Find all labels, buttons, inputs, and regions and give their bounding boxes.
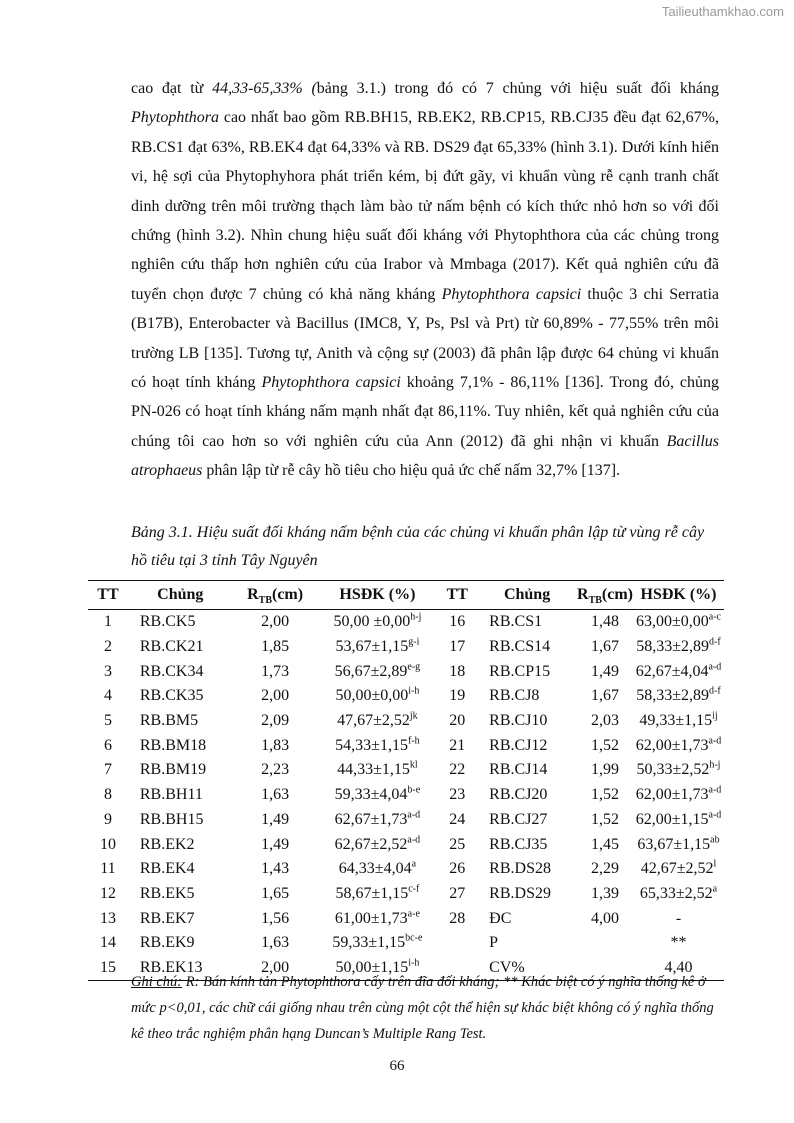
results-table bbox=[88, 580, 724, 981]
table-row bbox=[88, 906, 724, 931]
cell-hsdk: $62,00\pm 1,73^{a-d}$ bbox=[635, 735, 722, 754]
cell-hsdk: $54,33\pm 1,15^{f-h}$ bbox=[335, 735, 420, 754]
cell-tt: 23 bbox=[449, 786, 466, 804]
cell-tt bbox=[437, 931, 477, 956]
page-number: 66 bbox=[389, 1058, 405, 1074]
table-row bbox=[88, 783, 724, 808]
cell-hsdk: $62,00\pm 1,15^{a-d}$ bbox=[635, 809, 722, 828]
italic-text: Bacillus atrophaeus bbox=[131, 432, 719, 480]
cell-strain: RB.BH15 bbox=[139, 810, 204, 828]
cell-tt: 8 bbox=[103, 786, 112, 804]
cell-radius: 4,00 bbox=[591, 909, 619, 927]
cell-hsdk: $47,67\pm 2,52^{jk}$ bbox=[337, 710, 418, 730]
significance-letter: a-e bbox=[407, 908, 420, 920]
significance-letter: kl bbox=[409, 760, 418, 772]
cell-radius: 1,65 bbox=[261, 884, 290, 902]
cell-hsdk: ** bbox=[670, 934, 687, 952]
cell-strain: RB.CJ8 bbox=[489, 687, 540, 705]
cell-radius: 1,85 bbox=[261, 638, 290, 656]
cell-tt: 6 bbox=[103, 736, 112, 754]
cell-radius: 2,03 bbox=[591, 712, 619, 730]
site-watermark: Tailieuthamkhao.com bbox=[661, 4, 784, 19]
italic-text: Phytophthora capsici bbox=[441, 285, 582, 303]
cell-radius: 2,00 bbox=[261, 687, 290, 705]
table-row bbox=[88, 659, 724, 684]
cell-tt: 19 bbox=[449, 687, 466, 705]
cell-hsdk: $62,67\pm 4,04^{a-d}$ bbox=[635, 661, 722, 680]
cell-radius: 1,56 bbox=[261, 909, 290, 927]
cell-radius: 2,00 bbox=[233, 956, 318, 981]
cell-hsdk: $44,33\pm 1,15^{kl}$ bbox=[337, 760, 418, 779]
significance-letter: a-d bbox=[708, 735, 722, 747]
cell-strain: RB.CJ10 bbox=[489, 712, 548, 730]
significance-letter: d-f bbox=[709, 686, 721, 698]
cell-radius: 1,67 bbox=[591, 687, 619, 705]
significance-letter: b-e bbox=[407, 784, 421, 796]
table-row bbox=[88, 733, 724, 758]
cell-strain: RB.BH11 bbox=[139, 786, 203, 804]
cell-radius: 1,63 bbox=[261, 786, 290, 804]
cell-tt: 21 bbox=[449, 736, 466, 754]
cell-strain: RB.DS28 bbox=[489, 860, 551, 878]
significance-letter: a-d bbox=[708, 809, 722, 821]
significance-letter: d-f bbox=[709, 636, 721, 648]
significance-letter: a bbox=[411, 858, 417, 870]
table-note bbox=[131, 969, 723, 1047]
italic-text: Phytophthora bbox=[131, 109, 219, 127]
cell-radius: 1,52 bbox=[591, 736, 619, 754]
cell-hsdk: $59,33\pm 1,15^{bc-e}$ bbox=[332, 932, 423, 952]
cell-tt: 26 bbox=[449, 860, 466, 878]
cell-tt: 3 bbox=[103, 662, 112, 680]
cell-tt: 16 bbox=[449, 613, 466, 631]
cell-hsdk: $58,67\pm 1,15^{c-f}$ bbox=[335, 883, 420, 902]
cell-strain: RB.CJ12 bbox=[489, 736, 548, 754]
cell-tt: 22 bbox=[449, 761, 466, 779]
cell-strain: CV% bbox=[477, 956, 577, 981]
cell-radius: 1,49 bbox=[591, 662, 619, 680]
significance-letter: a-c bbox=[708, 612, 721, 624]
table-row bbox=[88, 709, 724, 734]
cell-tt: 24 bbox=[449, 810, 466, 828]
significance-letter: e-g bbox=[407, 661, 421, 673]
table-row bbox=[88, 684, 724, 709]
cell-radius: 2,09 bbox=[261, 712, 290, 730]
header-tt-2: TT bbox=[437, 581, 477, 610]
cell-tt: 20 bbox=[449, 712, 466, 730]
header-tt: TT bbox=[88, 581, 128, 610]
cell-strain: RB.CS1 bbox=[489, 613, 543, 631]
table-row bbox=[88, 832, 724, 857]
cell-tt: 15 bbox=[88, 956, 128, 981]
cell-tt: 5 bbox=[103, 712, 112, 730]
cell-radius: 1,99 bbox=[591, 761, 619, 779]
significance-letter: i-h bbox=[408, 686, 420, 698]
cell-hsdk: 64,33±4,04$^a$ bbox=[338, 858, 417, 878]
cell-strain: P bbox=[489, 934, 499, 952]
cell-radius: 1,52 bbox=[591, 810, 619, 828]
cell-strain: RB.EK7 bbox=[139, 909, 195, 927]
table-caption: Bảng 3.1. Hiệu suất đối kháng nấm bệnh của các chủng vi khuẩn phân lập từ vùng rễ cây hồ tiêu tại 3 tỉnh Tây Nguyên bbox=[131, 524, 705, 569]
cell-radius: 1,63 bbox=[261, 934, 290, 952]
cell-hsdk: $58,33\pm 2,89^{d-f}$ bbox=[636, 636, 721, 656]
cell-strain: RB.EK2 bbox=[139, 835, 195, 853]
significance-letter: a-d bbox=[407, 834, 421, 846]
cell-strain: RB.EK5 bbox=[139, 884, 195, 902]
cell-radius: 2,00 bbox=[261, 613, 290, 631]
significance-letter: a-d bbox=[407, 809, 421, 821]
cell-hsdk: $50,00\pm 1,15^{i-h}$ bbox=[318, 956, 438, 981]
significance-letter: i-h bbox=[408, 957, 420, 969]
cell-tt: 28 bbox=[449, 909, 466, 927]
text-run: khoảng 7,1% - 86,11% [136]. Trong đó, chủng PN-026 có hoạt tính kháng nấm mạnh nhất đạt 86,11%. Tuy nhiên, kết quả nghiên cứu của chúng tôi cao hơn so với nghiên cứu của Ann (2012) đã ghi nhận vi khuẩn bbox=[131, 374, 720, 450]
significance-letter: f-h bbox=[407, 735, 420, 747]
cell-hsdk: $62,00\pm 1,73^{a-d}$ bbox=[635, 784, 722, 804]
cell-hsdk: $50,00 \pm 0,00^{h-j}$ bbox=[333, 612, 422, 631]
cell-tt: 4 bbox=[103, 687, 112, 705]
cell-strain: RB.CK5 bbox=[139, 613, 196, 631]
cell-radius: 1,52 bbox=[591, 786, 619, 804]
cell-strain: RB.CJ20 bbox=[489, 786, 548, 804]
text-run: phân lập từ rễ cây hồ tiêu cho hiệu quả ức chế nấm 32,7% [137]. bbox=[202, 462, 621, 480]
cell-radius: 1,43 bbox=[261, 860, 290, 878]
header-hsdk-2: HSĐK (%) bbox=[633, 581, 724, 610]
cell-radius: 2,23 bbox=[261, 761, 290, 779]
cell-strain: RB.CJ14 bbox=[489, 761, 548, 779]
significance-letter: ij bbox=[712, 710, 718, 722]
text-run: thuộc 3 chi Serratia (B17B), Enterobacter và Bacillus (IMC8, Y, Ps, Psl và Prt) từ 60,89% - 77,55% trên môi trường LB [135]. Tương tự, Anith và cộng sự (2003) đã phân lập được 64 chủng vi khuẩn có hoạt tính kháng bbox=[131, 285, 720, 392]
cell-radius: 1,49 bbox=[261, 835, 290, 853]
cell-tt: 10 bbox=[99, 835, 116, 853]
cell-radius: 1,45 bbox=[591, 835, 619, 853]
cell-hsdk: $61,00\pm 1,73^{a-e}$ bbox=[334, 908, 420, 927]
cell-radius: 1,48 bbox=[591, 613, 619, 631]
cell-strain: ĐC bbox=[489, 909, 512, 927]
table-row bbox=[88, 635, 724, 660]
significance-letter: a-d bbox=[708, 784, 722, 796]
cell-hsdk: $53,67\pm 1,15^{g-i}$ bbox=[335, 636, 420, 656]
italic-text: 44,33-65,33% ( bbox=[212, 80, 317, 97]
cell-strain: RB.BM19 bbox=[139, 761, 207, 779]
cell-radius: 1,73 bbox=[261, 662, 290, 680]
cell-tt: 18 bbox=[449, 662, 466, 680]
significance-letter: h-j bbox=[709, 760, 721, 772]
header-chung-2: Chủng bbox=[477, 581, 577, 610]
cell-strain: RB.BM5 bbox=[139, 712, 199, 730]
table-row bbox=[88, 610, 724, 635]
table-header-row bbox=[88, 581, 724, 610]
cell-hsdk: $63,00\pm 0,00^{a-c}$ bbox=[636, 612, 721, 631]
cell-tt: 17 bbox=[449, 638, 466, 656]
cell-strain: RB.EK9 bbox=[139, 934, 195, 952]
cell-hsdk: $62,67\pm 1,73^{a-d}$ bbox=[334, 809, 421, 828]
cell-radius bbox=[577, 931, 633, 956]
table-row bbox=[88, 857, 724, 882]
significance-letter: bc-e bbox=[405, 932, 423, 944]
significance-letter: c-f bbox=[408, 883, 420, 895]
cell-tt: 27 bbox=[449, 884, 466, 902]
cell-strain: RB.CJ35 bbox=[489, 835, 548, 853]
table-row bbox=[88, 931, 724, 956]
cell-hsdk: $56,67\pm 2,89^{e-g}$ bbox=[334, 661, 421, 680]
italic-text: Phytophthora capsici bbox=[261, 374, 401, 392]
cell-tt: 1 bbox=[103, 613, 112, 631]
cell-hsdk: $42,67\pm 2,52^l$ bbox=[640, 858, 717, 878]
table-row bbox=[88, 808, 724, 833]
cell-hsdk: $62,67\pm 2,52^{a-d}$ bbox=[334, 834, 421, 853]
cell-strain: RB.CJ27 bbox=[489, 810, 548, 828]
cell-tt: 25 bbox=[449, 835, 466, 853]
cell-hsdk: 63,67±1,15$^{ab}$ bbox=[637, 834, 720, 853]
note-text: R: Bán kính tản Phytophthora cấy trên đĩa đối kháng; ** Khác biệt có ý nghĩa thống kê ở mức p<0,01, các chữ cái giống nhau trên cùng một cột thể hiện sự khác biệt không có ý nghĩa thống kê theo trắc nghiệm phân hạng Duncan’s Multiple Rang Test. bbox=[131, 974, 714, 1042]
cell-tt: 13 bbox=[99, 909, 116, 927]
cell-strain: RB.CS14 bbox=[489, 638, 551, 656]
note-label: Ghi chú: bbox=[131, 974, 183, 990]
cell-radius: 2,29 bbox=[591, 860, 619, 878]
significance-letter: g-i bbox=[408, 636, 420, 648]
cell-strain: RB.CK34 bbox=[139, 662, 204, 680]
table-row bbox=[88, 758, 724, 783]
cell-radius: 1,49 bbox=[261, 810, 290, 828]
cell-strain: RB.CP15 bbox=[489, 662, 551, 680]
cell-strain: RB.CK21 bbox=[139, 638, 204, 656]
table-row bbox=[88, 882, 724, 907]
cell-strain: RB.BM18 bbox=[139, 736, 207, 754]
cell-hsdk: $49,33\pm 1,15^{ij}$ bbox=[639, 710, 718, 730]
cell-hsdk: $50,33\pm 2,52^{h-j}$ bbox=[636, 760, 721, 779]
cell-strain: RB.EK13 bbox=[128, 956, 233, 981]
header-chung: Chủng bbox=[128, 581, 233, 610]
cell-tt: 14 bbox=[99, 934, 116, 952]
significance-letter: l bbox=[713, 858, 717, 870]
cell-hsdk: - bbox=[675, 909, 682, 927]
cell-hsdk: 65,33±2,52$^a$ bbox=[639, 883, 718, 902]
header-hsdk: HSĐK (%) bbox=[318, 581, 438, 610]
cell-tt: 12 bbox=[99, 884, 116, 902]
cell-tt: 2 bbox=[103, 638, 112, 656]
cell-tt: 11 bbox=[100, 860, 116, 878]
cell-tt: 7 bbox=[103, 761, 112, 779]
significance-letter: h-j bbox=[410, 612, 422, 624]
significance-letter: jk bbox=[409, 710, 418, 722]
cell-radius: 1,67 bbox=[591, 638, 619, 656]
significance-letter: a-d bbox=[708, 661, 722, 673]
significance-letter: ab bbox=[710, 834, 720, 846]
body-paragraph bbox=[131, 74, 719, 486]
header-rtb: $R_{TB}(cm)$ bbox=[233, 581, 318, 610]
cell-hsdk: $59,33\pm 4,04^{b-e}$ bbox=[334, 784, 421, 804]
text-run: cao đạt từ bbox=[131, 80, 213, 97]
cell-radius: 1,83 bbox=[261, 736, 290, 754]
cell-strain: RB.EK4 bbox=[139, 860, 195, 878]
text-run: bảng 3.1.) trong đó có 7 chủng với hiệu suất đối kháng bbox=[316, 80, 719, 97]
cell-hsdk: $50,00\pm 0,00^{i-h}$ bbox=[335, 686, 420, 705]
cell-strain: RB.DS29 bbox=[489, 884, 551, 902]
cell-strain: RB.CK35 bbox=[139, 687, 204, 705]
cell-radius: 1,39 bbox=[591, 884, 619, 902]
significance-letter: a bbox=[712, 883, 718, 895]
header-rtb-2: $R_{TB}(cm)$ bbox=[577, 581, 633, 610]
cell-tt: 9 bbox=[103, 810, 112, 828]
text-run: cao nhất bao gồm RB.BH15, RB.EK2, RB.CP15, RB.CJ35 đều đạt 62,67%, RB.CS1 đạt 63%, RB.EK4 đạt 64,33% và RB. DS29 đạt 65,33% (hình 3.1). Dưới kính hiển vi, hệ sợi của Phytophyhora phát triển kém, bị đứt gãy, vi khuẩn vùng rễ cạnh tranh chất dinh dưỡng trên môi trường thạch làm bào tử nấm bệnh có kích thức nhỏ hơn so với đối chứng (hình 3.2). Nhìn chung hiệu suất đối kháng với Phytophthora của các chủng trong nghiên cứu thấp hơn nghiên cứu của Irabor và Mmbaga (2017). Kết quả nghiên cứu đã tuyển chọn được 7 chủng có khả năng kháng bbox=[131, 109, 719, 303]
cell-hsdk: $58,33\pm 2,89^{d-f}$ bbox=[636, 686, 721, 705]
cell-hsdk: 4,40 bbox=[633, 956, 724, 981]
